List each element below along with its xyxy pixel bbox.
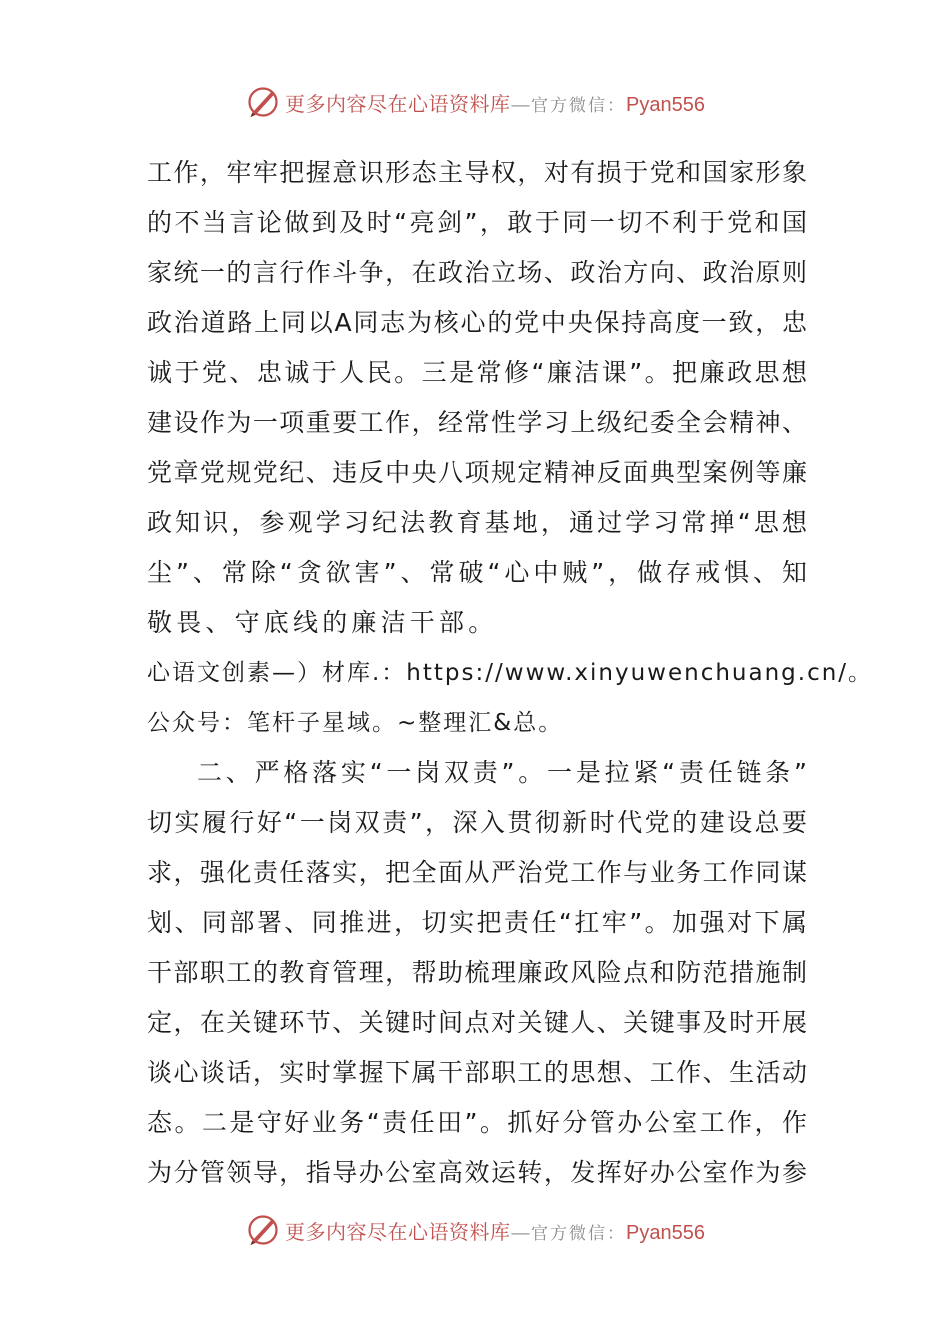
body-line: 划、同部署、同推进，切实把责任“扛牢”。加强对下属 xyxy=(147,908,807,937)
body-line: 敬畏、守底线的廉洁干部。 xyxy=(147,608,498,637)
body-line: 诚于党、忠诚于人民。三是常修“廉洁课”。把廉政思想 xyxy=(147,358,807,387)
body-line: 尘”、常除“贪欲害”、常破“心中贼”，做存戒惧、知 xyxy=(147,558,807,587)
body-line: 的不当言论做到及时“亮剑”，敢于同一切不利于党和国 xyxy=(147,208,807,237)
body-line: 建设作为一项重要工作，经常性学习上级纪委全会精神、 xyxy=(147,408,807,437)
header-brand: 更多内容尽在心语资料库 xyxy=(285,91,511,116)
header-banner-text xyxy=(285,88,705,117)
body-line: 政知识，参观学习纪法教育基地，通过学习常掸“思想 xyxy=(147,508,807,537)
section-heading-line: 二、严格落实“一岗双责”。一是拉紧“责任链条” xyxy=(197,758,807,787)
body-line: 干部职工的教育管理，帮助梳理廉政风险点和防范措施制 xyxy=(147,958,807,987)
body-line: 态。二是守好业务“责任田”。抓好分管办公室工作，作 xyxy=(147,1108,807,1137)
body-line: 家统一的言行作斗争，在政治立场、政治方向、政治原则 xyxy=(147,258,807,287)
footer-wechat-id: Pyan556 xyxy=(626,1221,705,1244)
header-separator: — xyxy=(510,91,532,116)
body-line: 政治道路上同以A同志为核心的党中央保持高度一致，忠 xyxy=(147,308,807,337)
footer-banner xyxy=(0,1210,950,1250)
footer-separator: — xyxy=(510,1219,532,1244)
document-body xyxy=(147,148,874,1198)
body-line: 党章党规党纪、违反中央八项规定精神反面典型案例等廉 xyxy=(147,458,807,487)
body-line: 求，强化责任落实，把全面从严治党工作与业务工作同谋 xyxy=(147,858,807,887)
source-note-line: 心语文创素—）材库.：https://www.xinyuwenchuang.cn/。 xyxy=(147,660,874,686)
header-banner xyxy=(0,82,950,122)
pen-logo-icon xyxy=(245,1212,281,1248)
footer-brand: 更多内容尽在心语资料库 xyxy=(285,1219,511,1244)
body-line: 谈心谈话，实时掌握下属干部职工的思想、工作、生活动 xyxy=(147,1058,807,1087)
source-note-line: 公众号：笔杆子星域。~整理汇&总。 xyxy=(147,710,564,736)
footer-banner-text xyxy=(285,1216,705,1245)
header-wechat-label: 官方微信： xyxy=(531,95,627,116)
body-line: 切实履行好“一岗双责”，深入贯彻新时代党的建设总要 xyxy=(147,808,807,837)
body-line: 工作，牢牢把握意识形态主导权，对有损于党和国家形象 xyxy=(147,158,807,187)
body-line: 定，在关键环节、关键时间点对关键人、关键事及时开展 xyxy=(147,1008,807,1037)
header-wechat-id: Pyan556 xyxy=(626,93,705,116)
body-line: 为分管领导，指导办公室高效运转，发挥好办公室作为参 xyxy=(147,1158,807,1187)
pen-logo-icon xyxy=(245,84,281,120)
footer-wechat-label: 官方微信： xyxy=(531,1223,627,1244)
